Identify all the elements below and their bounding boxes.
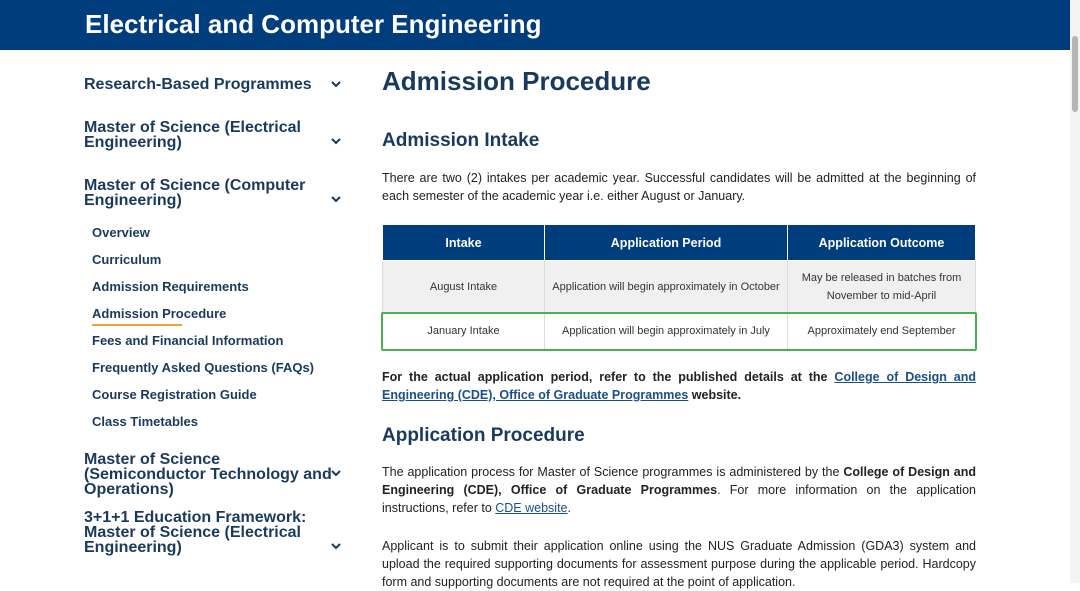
period-note: [382, 368, 976, 404]
chevron-down-icon[interactable]: [330, 78, 344, 92]
sidebar-group-research[interactable]: Research-Based Programmes: [84, 76, 312, 93]
application-procedure-heading: Application Procedure: [382, 425, 585, 446]
cell-outcome: May be released in batches from November to mid-April: [788, 261, 976, 313]
table-header-row: [383, 225, 976, 261]
chevron-down-icon[interactable]: [330, 467, 344, 481]
sidebar-item-admission-requirements[interactable]: Admission Requirements: [92, 279, 249, 294]
chevron-down-icon[interactable]: [330, 540, 344, 554]
scrollbar-thumb[interactable]: [1072, 36, 1078, 112]
procedure-text-3: .: [567, 501, 571, 515]
cde-ogp-link[interactable]: College of Design and Engineering (CDE), Office of Graduate Programmes: [382, 370, 976, 402]
header-intake: Intake: [383, 225, 545, 261]
intake-paragraph: There are two (2) intakes per academic year. Successful candidates will be admitted at the beginning of each semester of the academic year i.e. either August or January.: [382, 171, 976, 203]
period-note-suffix: website.: [688, 388, 742, 402]
cell-outcome: Approximately end September: [788, 313, 976, 350]
page-scrollbar[interactable]: [1070, 0, 1080, 583]
header-application-outcome: Application Outcome: [788, 225, 976, 261]
sidebar-item-curriculum[interactable]: Curriculum: [92, 252, 162, 267]
cell-intake: January Intake: [383, 313, 545, 350]
header-application-period: Application Period: [545, 225, 788, 261]
sidebar-item-overview[interactable]: Overview: [92, 225, 150, 240]
sidebar-group-msc-ee[interactable]: Master of Science (Electrical Engineering): [84, 119, 301, 151]
site-title[interactable]: Electrical and Computer Engineering: [85, 9, 542, 39]
procedure-bold-org: College of Design and Engineering (CDE), Office of Graduate Programmes: [382, 465, 976, 497]
sidebar-item-faqs[interactable]: Frequently Asked Questions (FAQs): [92, 360, 315, 375]
sidebar-group-msc-ce[interactable]: Master of Science (Computer Engineering): [84, 177, 306, 209]
sidebar-group-311-framework[interactable]: 3+1+1 Education Framework: Master of Science (Electrical Engineering): [84, 509, 307, 556]
sidebar-item-course-registration[interactable]: Course Registration Guide: [92, 387, 257, 402]
active-item-underline: [92, 324, 182, 326]
admission-intake-heading: Admission Intake: [382, 130, 540, 151]
cell-period: Application will begin approximately in October: [545, 261, 788, 313]
cell-period: Application will begin approximately in July: [545, 313, 788, 350]
page-title: Admission Procedure: [382, 66, 651, 96]
cell-intake: August Intake: [383, 261, 545, 313]
table-row: [383, 313, 976, 350]
cde-website-link[interactable]: CDE website: [495, 501, 568, 515]
intake-table: [382, 224, 976, 350]
period-note-text: For the actual application period, refer to the published details at the: [382, 370, 835, 384]
applicant-paragraph: Applicant is to submit their application online using the NUS Graduate Admission (GDA3) system and upload the required supporting documents for assessment purpose during the applicable period. Hardcopy form and supporting documents are not required at the point of application.: [382, 539, 976, 589]
chevron-down-icon[interactable]: [330, 135, 344, 149]
sidebar-item-fees[interactable]: Fees and Financial Information: [92, 333, 284, 348]
procedure-text-2: . For more information on the application instructions, refer to: [382, 483, 976, 515]
chevron-down-icon[interactable]: [330, 193, 344, 207]
sidebar-item-class-timetables[interactable]: Class Timetables: [92, 414, 198, 429]
site-header: [0, 0, 1080, 50]
sidebar-item-admission-procedure[interactable]: Admission Procedure: [92, 306, 227, 321]
procedure-text-1: The application process for Master of Science programmes is administered by the: [382, 465, 844, 479]
table-row: [383, 261, 976, 313]
sidebar-group-msc-sto[interactable]: Master of Science (Semiconductor Technology and Operations): [84, 451, 332, 498]
procedure-paragraph: [382, 463, 976, 517]
